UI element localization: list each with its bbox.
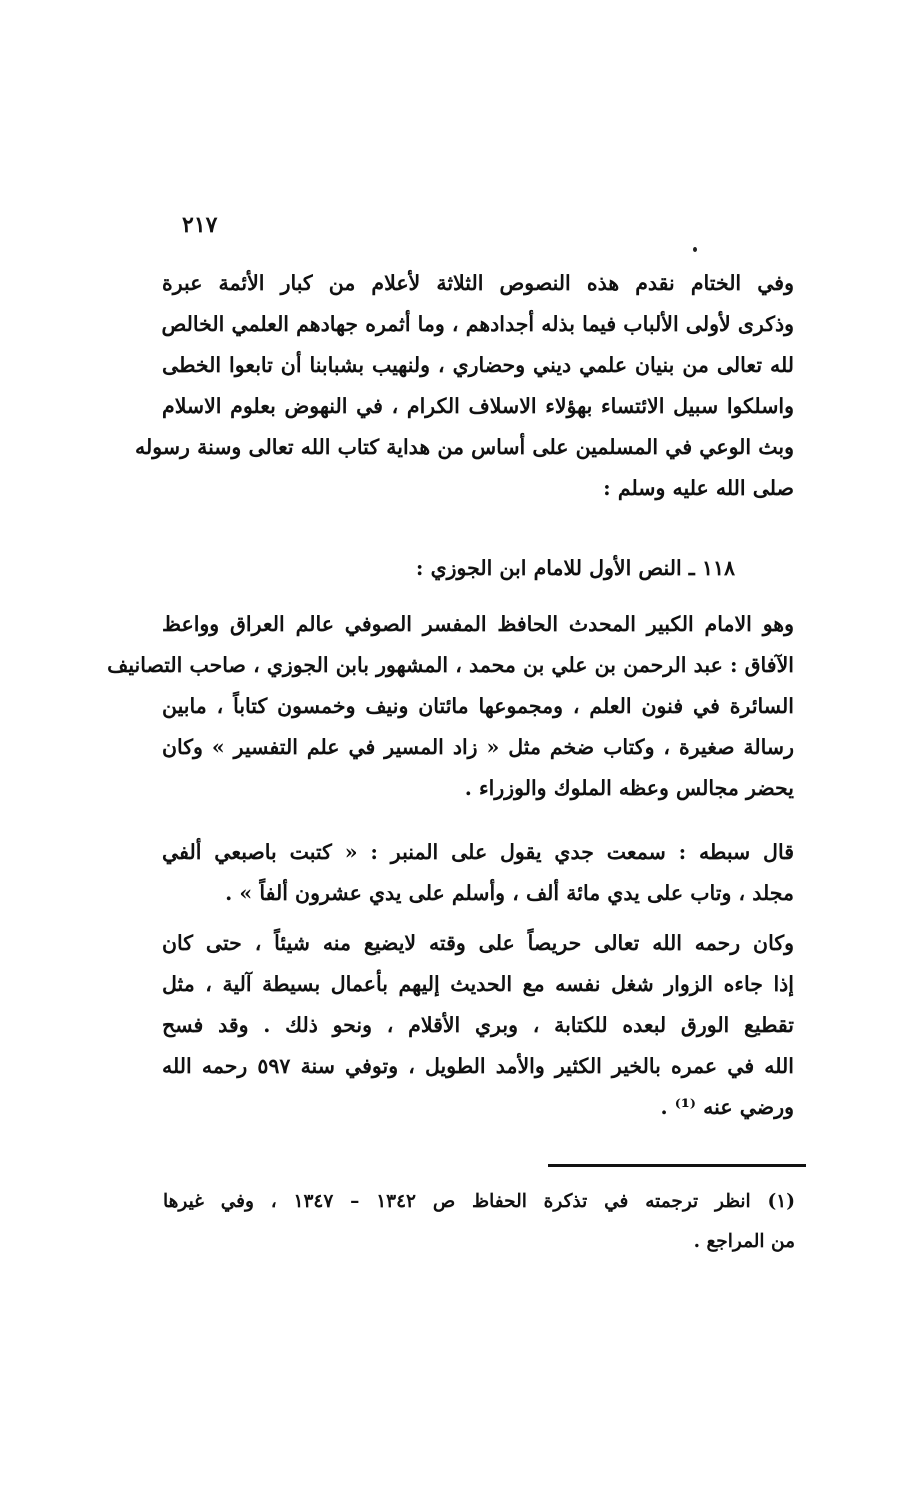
closing-line: إذا جاءه الزوار شغل نفسه مع الحديث إليهم بأعمال بسيطة آلية ، مثل: [162, 972, 794, 996]
intro-line: وبث الوعي في المسلمين على أساس من هداية كتاب الله تعالى وسنة رسوله: [135, 435, 794, 459]
footnote-line: من المراجع .: [693, 1231, 795, 1252]
intro-line: وفي الختام نقدم هذه النصوص الثلاثة لأعلام من كبار الأئمة عبرة: [162, 271, 794, 295]
biography-line: وهو الامام الكبير المحدث الحافظ المفسر الصوفي عالم العراق وواعظ: [162, 612, 794, 636]
biography-line: رسالة صغيرة ، وكتاب ضخم مثل « زاد المسير في علم التفسير » وكان: [162, 735, 794, 759]
biography-paragraph: [107, 604, 794, 809]
biography-line: السائرة في فنون العلم ، ومجموعها مائتان ونيف وخمسون كتاباً ، مابين: [162, 694, 794, 718]
biography-line: الآفاق : عبد الرحمن بن علي بن محمد ، المشهور بابن الجوزي ، صاحب التصانيف: [107, 653, 794, 677]
closing-line: تقطيع الورق لبعده للكتابة ، وبري الأقلام ، ونحو ذلك . وقد فسح: [162, 1013, 794, 1037]
intro-line: وذكرى لأولى الألباب فيما بذله أجدادهم ، وما أثمره جهادهم العلمي الخالص: [161, 312, 794, 336]
intro-line: لله تعالى من بنيان علمي ديني وحضاري ، ولنهيب بشبابنا أن تابعوا الخطى: [162, 353, 794, 377]
quote-line: قال سبطه : سمعت جدي يقول على المنبر : « كتبت باصبعي ألفي: [162, 840, 794, 864]
closing-paragraph: [162, 923, 794, 1128]
biography-line: يحضر مجالس وعظه الملوك والوزراء .: [464, 776, 794, 800]
quote-line: مجلد ، وتاب على يدي مائة ألف ، وأسلم على يدي عشرون ألفاً » .: [225, 881, 794, 905]
section-heading: ١١٨ ـ النص الأول للامام ابن الجوزي :: [415, 556, 735, 580]
intro-line: واسلكوا سبيل الائتساء بهؤلاء الاسلاف الكرام ، في النهوض بعلوم الاسلام: [162, 394, 794, 418]
closing-line: وكان رحمه الله تعالى حريصاً على وقته لايضيع منه شيئاً ، حتى كان: [162, 931, 794, 955]
closing-line: الله في عمره بالخير الكثير والأمد الطويل ، وتوفي سنة ٥٩٧ رحمه الله: [162, 1054, 794, 1078]
intro-line: صلى الله عليه وسلم :: [603, 476, 794, 500]
quote-paragraph: [162, 832, 794, 914]
ink-speck: [693, 247, 697, 252]
footnote-separator: [548, 1164, 806, 1167]
closing-line: ورضي عنه ⁽¹⁾ .: [660, 1095, 794, 1119]
page-number: ٢١٧: [182, 212, 218, 238]
footnote-line: (١) انظر ترجمته في تذكرة الحفاظ ص ١٣٤٢ – ١٣٤٧ ، وفي غيرها: [163, 1191, 795, 1212]
intro-paragraph: [135, 263, 794, 509]
footnote: [163, 1182, 795, 1262]
